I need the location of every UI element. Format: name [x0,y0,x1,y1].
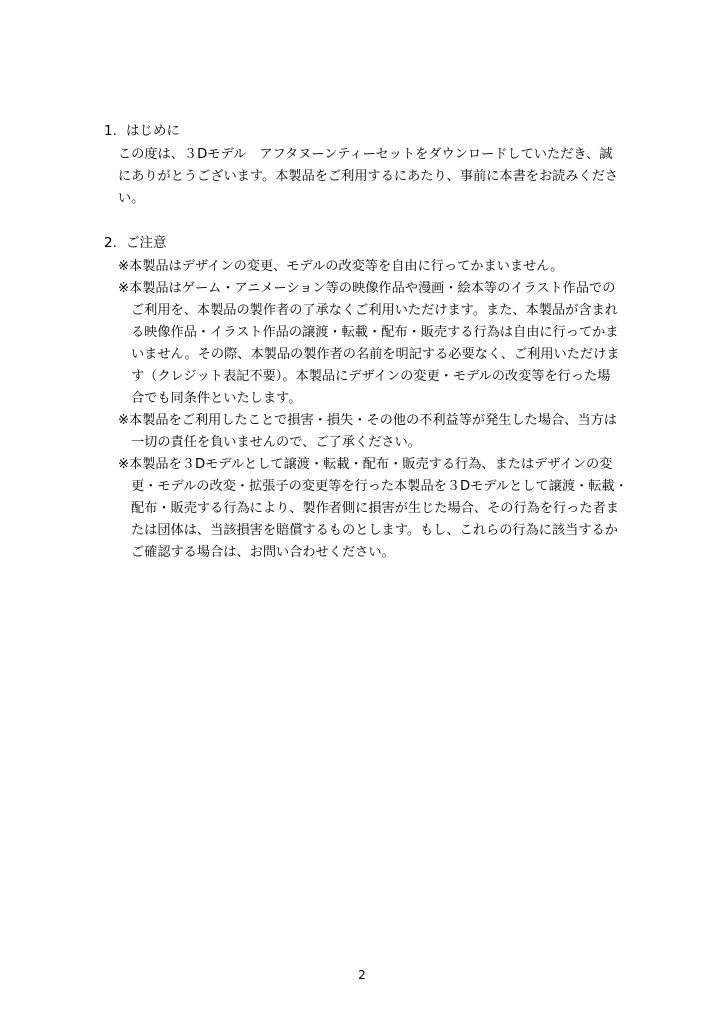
note-line: ※本製品はゲーム・アニメーション等の映像作品や漫画・絵本等のイラスト作品での [118,281,616,296]
section-heading [104,120,180,142]
note-line: ※本製品を３Dモデルとして譲渡・転載・配布・販売する行為、またはデザインの変 [118,457,613,472]
note-line: ※本製品をご利用したことで損害・損失・その他の不利益等が発生した場合、当方は [118,413,617,428]
note-line: る映像作品・イラスト作品の譲渡・転載・配布・販売する行為は自由に行ってかま [131,325,619,340]
note-line: ご確認する場合は、お問い合わせください。 [131,545,395,560]
note-line: 一切の責任を負いませんので、ご了承ください。 [131,435,421,450]
paragraph-line: にありがとうございます。本製品をご利用するにあたり、事前に本書をお読みくださ [118,169,619,184]
note-line: たは団体は、当該損害を賠償するものとします。もし、これらの行為に該当するか [131,523,618,538]
note-line: いません。その際、本製品の製作者の名前を明記する必要なく、ご利用いただけま [131,347,620,362]
section-number: 2. [104,235,117,251]
note-line: 合でも同条件といたします。 [131,391,302,406]
section-title: はじめに [126,123,180,139]
note-line: 配布・販売する行為により、製作者側に損害が生じた場合、その行為を行った者ま [131,501,619,516]
paragraph-line: この度は、３Dモデル アフタヌーンティーセットをダウンロードしていただき、誠 [118,147,613,162]
note-line: す（クレジット表記不要）。本製品にデザインの変更・モデルの改変等を行った場 [131,369,611,384]
note-line: ※本製品はデザインの変更、モデルの改変等を自由に行ってかまいません。 [118,259,564,274]
page-number: 2 [358,968,366,982]
paragraph-line: い。 [118,191,145,206]
note-line: 更・モデルの改変・拡張子の変更等を行った本製品を３Dモデルとして譲渡・転載・ [131,479,628,494]
section-title: ご注意 [126,235,167,251]
section-number: 1. [104,123,117,139]
section-heading [104,232,167,254]
note-line: ご利用を、本製品の製作者の了承なくご利用いただけます。また、本製品が含まれ [131,303,618,318]
